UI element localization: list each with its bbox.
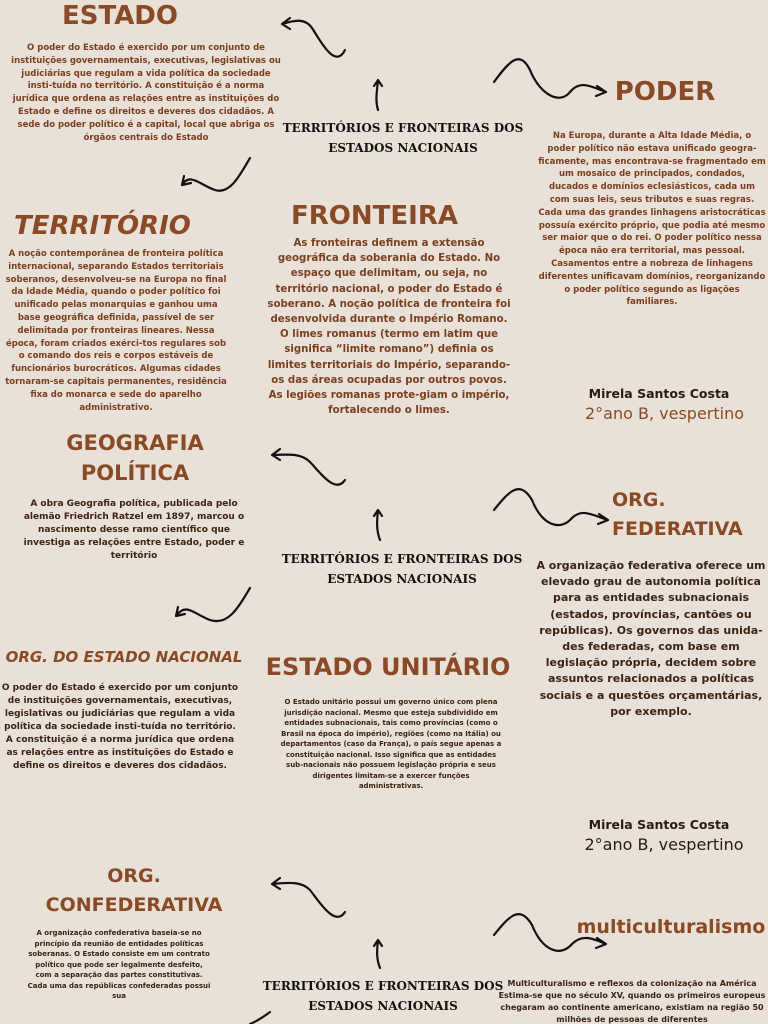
header-line2: ESTADOS NACIONAIS	[308, 999, 458, 1013]
squiggle-arrow-icon	[494, 59, 606, 97]
squiggle-arrow-icon	[374, 510, 382, 540]
multiculturalismo-text: Multiculturalismo e reflexos da colonização na América Estima-se que no século XV, quando os primeiros europeus chegaram ao continente americano, existiam na região 50 milhões de pessoas de diferentes	[498, 979, 766, 1024]
poder-title: PODER	[614, 77, 716, 107]
squiggle-arrow-icon	[494, 489, 608, 525]
header-line1: TERRITÓRIOS E FRONTEIRAS DOS	[262, 979, 504, 993]
estado-unitario-text: O Estado unitário possui um governo único com plena jurisdição nacional. Mesmo que esteja subdividido em entidades subnacionais, tais como províncias (como o Brasil na época do império), regiões (como na Itália) ou departamentos (caso da França), o país segue apenas a constituição nacional. Isso significa que as entidades sub-nacionais não possuem legislação própria e seus dirigentes limitam-se a exercer funções administrativas.	[280, 698, 502, 790]
author-class-1: 2°ano B, vespertino	[584, 404, 745, 423]
squiggle-arrow-icon	[272, 878, 345, 917]
author-class-2: 2°ano B, vespertino	[584, 835, 744, 854]
author-name-2: Mirela Santos Costa	[588, 817, 730, 832]
squiggle-arrow-icon	[374, 80, 382, 110]
squiggle-arrow-icon	[272, 449, 345, 485]
poder-text: Na Europa, durante a Alta Idade Média, o poder político não estava unificado geogra-ficamente, mas encontrava-se fragmentado em um mosaico de principados, condados, ducados e domínios eclesiásticos, cada um com suas leis, seus tributos e suas regras. Cada uma das grandes linhagens aristocráticas possuía exército próprio, que podia até mesmo ser maior que o do rei. O poder político nessa época não era territorial, mas pessoal. Casamentos entre a nobreza de linhagens diferentes unificavam domínios, reorganizando o poder político segundo as ligações familiares.	[538, 131, 766, 308]
org-federativa-title-line2: FEDERATIVA	[612, 518, 743, 540]
org-confederativa-title-line1: ORG.	[107, 865, 161, 887]
org-federativa-text: A organização federativa oferece um elevado grau de autonomia política para as entidades subnacionais (estados, províncias, cantões ou repúblicas). Os governos das unida-des federadas, com base em legislação própria, decidem sobre assuntos relacionados a políticas sociais e a questões orçamentárias, por exemplo.	[536, 559, 766, 718]
fronteira-title: FRONTEIRA	[291, 201, 458, 231]
estado-text: O poder do Estado é exercido por um conjunto de instituições governamentais, executivas, legislativas ou judiciárias que regulam a vida política da sociedade insti-tuída no território. A constituição é a norma jurídica que ordena as relações entre as instituições do Estado e define os direitos e deveres dos cidadãos. A sede do poder político é a capital, local que abriga os órgãos centrais do Estado	[11, 43, 281, 143]
header-line2: ESTADOS NACIONAIS	[327, 572, 477, 586]
org-confederativa-text: A organização confederativa baseia-se no princípio da reunião de entidades políticas soberanas. O Estado consiste em um contrato político que pode ser legalmente desfeito, com a separação das partes constitutivas. Cada uma das repúblicas confederadas possui sua	[27, 929, 211, 1000]
estado-unitario-title: ESTADO UNITÁRIO	[265, 653, 511, 681]
territorio-text: A noção contemporânea de fronteira política internacional, separando Estados territoriais soberanos, desenvolveu-se na Europa no final da Idade Média, quando o poder político foi unificado pelas monarquias e ganhou uma base geográfica definida, passível de ser delimitada por fronteiras lineares. Nessa época, foram criados exérci-tos regulares sob o comando dos reis e corpos estáveis de funcionários burocráticos. Algumas cidades tornaram-se capitais permanentes, residência fixa do monarca e sede do aparelho administrativo.	[5, 249, 227, 413]
org-estado-nacional-text: O poder do Estado é exercido por um conjunto de instituições governamentais, executivas, legislativas ou judiciárias que regulam a vida política da sociedade insti-tuída no território. A constituição é a norma jurídica que ordena as relações entre as instituições do Estado e define os direitos e deveres dos cidadãos.	[1, 683, 239, 771]
header-line1: TERRITÓRIOS E FRONTEIRAS DOS	[281, 552, 523, 566]
org-estado-nacional-title: ORG. DO ESTADO NACIONAL	[5, 648, 243, 666]
squiggle-arrow-icon	[250, 1012, 270, 1024]
territorio-title: TERRITÓRIO	[14, 211, 191, 241]
geografia-text: A obra Geografia política, publicada pelo alemão Friedrich Ratzel em 1897, marcou o nascimento desse ramo científico que investiga as relações entre Estado, poder e território	[23, 499, 245, 561]
header-line2: ESTADOS NACIONAIS	[328, 141, 478, 155]
squiggle-arrow-icon	[282, 18, 345, 57]
squiggle-arrow-icon	[182, 158, 250, 191]
org-confederativa-title-line2: CONFEDERATIVA	[45, 894, 223, 916]
multiculturalismo-title: multiculturalismo	[576, 916, 766, 938]
geografia-title-line1: GEOGRAFIA	[66, 431, 204, 455]
squiggle-arrow-icon	[176, 588, 250, 621]
org-federativa-title-line1: ORG.	[612, 489, 666, 511]
estado-title: ESTADO	[61, 1, 178, 31]
fronteira-text: As fronteiras definem a extensão geográfica da soberania do Estado. No espaço que delimitam, ou seja, no território nacional, o poder do Estado é soberano. A noção política de fronteira foi desenvolvida durante o Império Romano. O limes romanus (termo em latim que significa “limite romano”) definia os limites territoriais do Império, separando-os das áreas ocupadas por outros povos. As legiões romanas prote-giam o império, fortalecendo o limes.	[267, 238, 511, 417]
header-line1: TERRITÓRIOS E FRONTEIRAS DOS	[282, 121, 524, 135]
geografia-title-line2: POLÍTICA	[80, 461, 190, 485]
author-name-1: Mirela Santos Costa	[588, 386, 730, 401]
squiggle-arrow-icon	[494, 914, 606, 951]
squiggle-arrow-icon	[374, 940, 382, 968]
